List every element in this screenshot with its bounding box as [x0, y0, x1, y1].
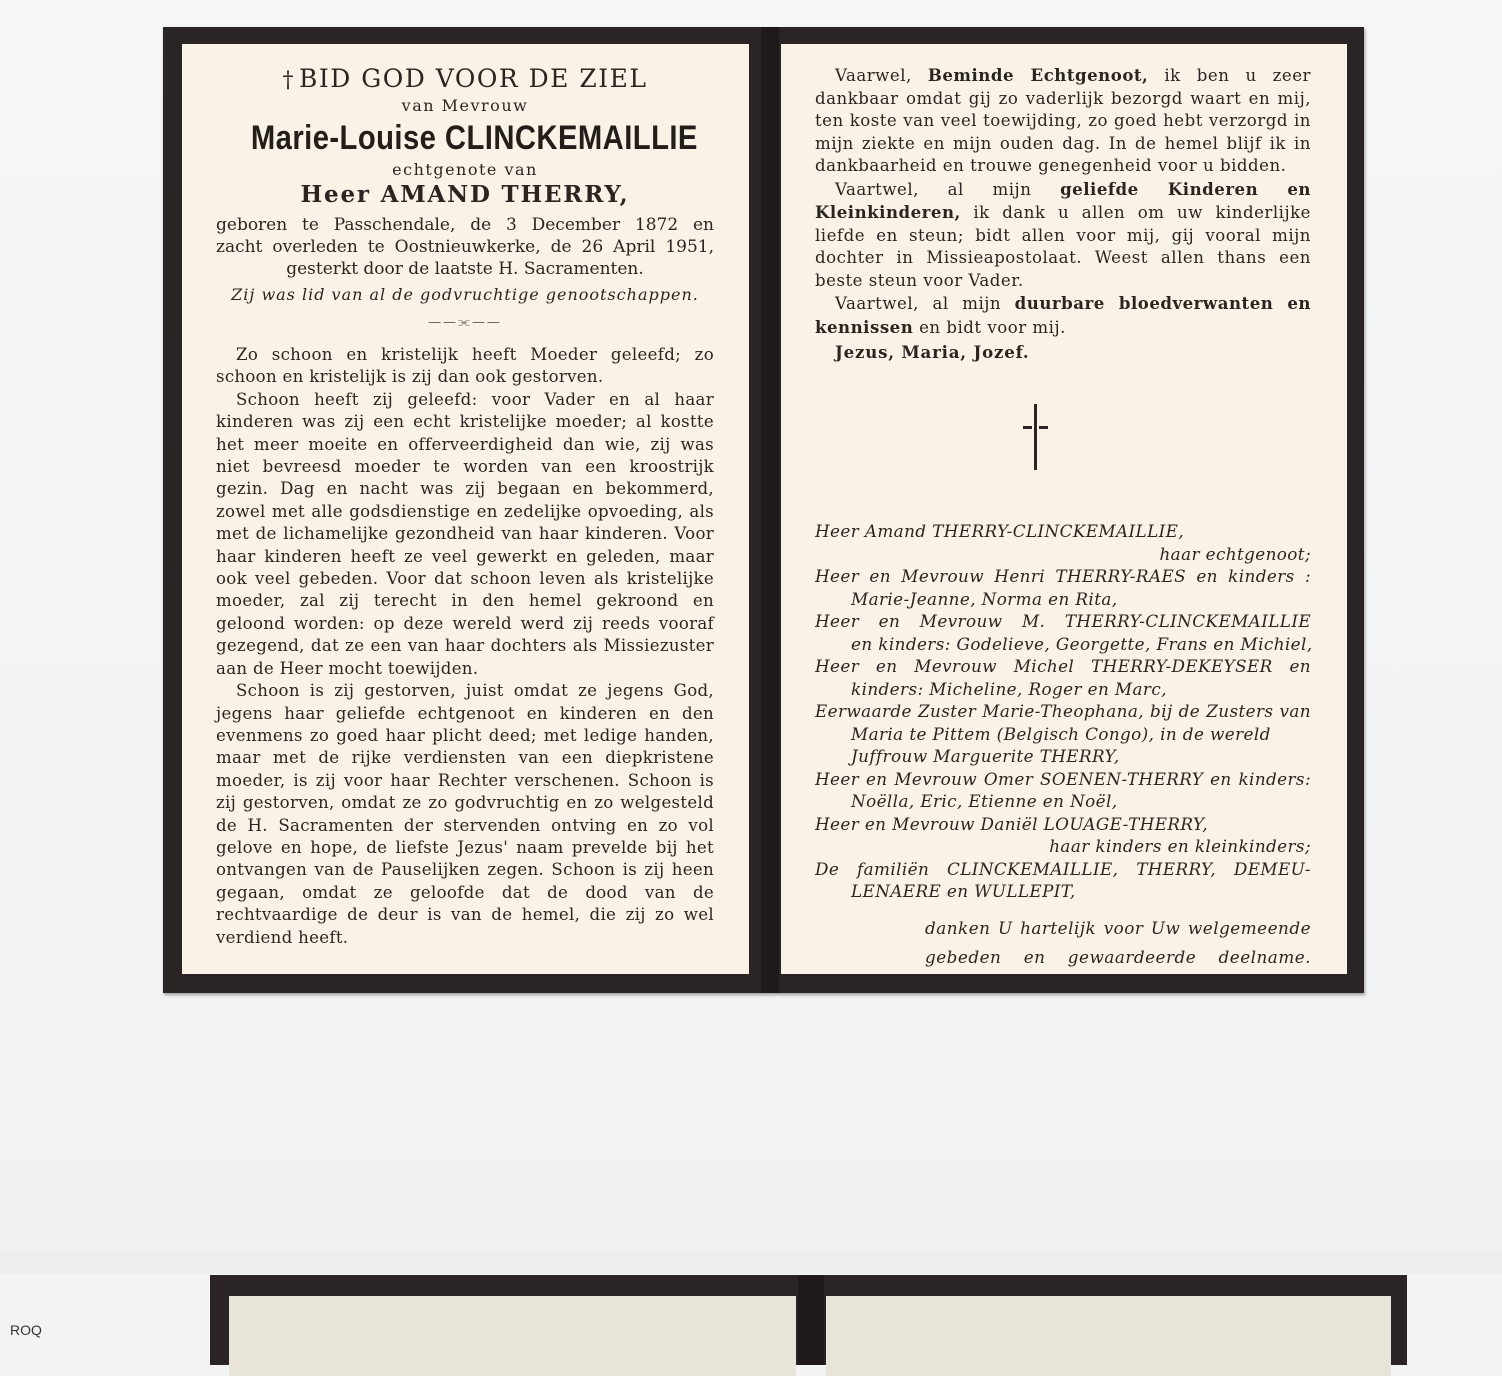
family-line: De familiën CLINCKEMAILLIE, THERRY, DEMEU-	[815, 858, 1311, 879]
closing-prayer: Jezus, Maria, Jozef.	[835, 342, 1030, 362]
bio-line: geboren te Passchendale, de 3 December 1872 en	[216, 215, 714, 235]
left-panel	[182, 44, 749, 974]
family-line: en kinders: Godelieve, Georgette, Frans en Michiel,	[851, 633, 1313, 654]
second-card-left-panel	[229, 1296, 796, 1376]
cross-icon	[1021, 404, 1051, 470]
right-panel	[781, 44, 1347, 974]
family-line: Marie-Jeanne, Norma en Rita,	[851, 588, 1118, 609]
family-line: haar kinders en kleinkinders;	[1049, 836, 1311, 856]
farewell-paragraph: Vaartwel, al mijn duurbare bloedverwanten en kennissen en bidt voor mij.	[815, 293, 1311, 337]
biography	[216, 214, 714, 280]
farewell-paragraph: Vaarwel, Beminde Echtgenoot, ik ben u zeer dankbaar omdat gij zo vaderlijk bezorgd waart en mij, ten koste van veel toewijding, zo goed hebt verzorgd in mijn ziekte en mijn ouden dag. In de hemel blijf ik in dankbaarheid en trouwe genegenheid voor u bidden.	[815, 65, 1311, 175]
van-mevrouw: van Mevrouw	[401, 96, 529, 115]
family-line: Eerwaarde Zuster Marie-Theophana, bij de Zusters van	[815, 701, 1311, 721]
family-line: haar echtgenoot;	[1159, 543, 1311, 564]
family-line: LENAERE en WULLEPIT,	[851, 881, 1076, 901]
family-line: Maria te Pittem (Belgisch Congo), in de wereld	[851, 723, 1271, 744]
right-panel-content	[815, 64, 1311, 365]
godvruchtig-line: Zij was lid van al de godvruchtige genootschappen.	[231, 285, 699, 304]
family-line: Heer en Mevrouw Henri THERRY-RAES en kinders :	[815, 566, 1311, 586]
family-line: Heer en Mevrouw M. THERRY-CLINCKEMAILLIE	[815, 611, 1311, 631]
ornament-divider: ——⫘——	[428, 315, 502, 330]
farewell-paragraph: Vaartwel, al mijn geliefde Kinderen en Kleinkinderen, ik dank u allen om uw kinderlijke liefde en steun; bidt allen voor mij, gij vooral mijn dochter in Missieapostolaat. Weest allen thans een beste steun voor Vader.	[815, 178, 1311, 290]
family-list	[815, 520, 1311, 903]
left-panel-content	[216, 64, 714, 949]
echtgenote-label: echtgenote van	[392, 160, 538, 179]
prayer-header: † BID GOD VOOR DE ZIEL	[282, 64, 648, 93]
bio-line: gesterkt door de laatste H. Sacramenten.	[286, 259, 644, 279]
memorial-card	[163, 27, 1364, 993]
family-line: Heer en Mevrouw Omer SOENEN-THERRY en kinders:	[815, 768, 1311, 789]
family-line: Heer en Mevrouw Michel THERRY-DEKEYSER en	[815, 656, 1311, 676]
eulogy-paragraph: Schoon heeft zij geleefd: voor Vader en al haar kinderen was zij een echt kristelijke moeder; al kostte het meer moeite en offerveerdigheid dan wie, zij was niet bevreesd moeder te worden van een kroostrijk gezin. Dag en nacht was zij begaan en bekommerd, zowel met alle godsdienstige en zedelijke opvoeding, als met de lichamelijke gezondheid van haar kinderen. Voor haar kinderen heeft ze veel gewerkt en geleden, maar ook veel gebeden. Voor dat schoon leven als kristelijke moeder, zal zij terecht in den hemel gekroond en geloond worden: op deze wereld werd zij reeds vooraf gezegend, dat ze een van haar dochters als Missiezuster aan de Heer mocht toewijden.	[216, 389, 714, 678]
thanks-text	[925, 914, 1311, 972]
eulogy-paragraph: Schoon is zij gestorven, juist omdat ze jegens God, jegens haar geliefde echtgenoot en kinderen en den evenmens zo goed haar plicht deed; met ledige handen, maar met de rijke verdiensten van een diepkristene moeder, is zij voor haar Rechter verschenen. Schoon is zij gestorven, omdat ze zo godvruchtig en zo welgesteld de H. Sacramenten der stervenden ontving en zo vol gelove en hope, de liefste Jezus' naam prevelde bij het ontvangen van de Pauselijken zegen. Schoon is zij heen gegaan, omdat ze geloofde dat de dood van de rechtvaardige de deur is van de hemel, die zij zo wel verdiend heeft.	[216, 681, 714, 947]
eulogy-text	[216, 344, 714, 949]
watermark: ROQ	[10, 1322, 42, 1338]
family-line: Heer en Mevrouw Daniël LOUAGE-THERRY,	[815, 813, 1208, 834]
second-card-right-panel	[826, 1296, 1391, 1376]
thanks-line: gebeden en gewaardeerde deelname.	[925, 947, 1311, 967]
farewell-text	[815, 64, 1311, 339]
eulogy-paragraph: Zo schoon en kristelijk heeft Moeder geleefd; zo schoon en kristelijk is zij dan ook gestorven.	[216, 345, 714, 387]
deceased-name: Marie-Louise CLINCKEMAILLIE	[250, 119, 698, 157]
scan-divider	[0, 1250, 1502, 1274]
dagger-cross-icon: †	[282, 68, 296, 93]
card-fold	[761, 27, 779, 993]
bio-line: zacht overleden te Oostnieuwkerke, de 26 April 1951,	[216, 237, 714, 257]
family-line: Heer Amand THERRY-CLINCKEMAILLIE,	[815, 521, 1185, 541]
thanks-line: danken U hartelijk voor Uw welgemeende	[925, 918, 1311, 938]
family-line: Noëlla, Eric, Etienne en Noël,	[851, 791, 1118, 811]
husband-name: Heer AMAND THERRY,	[300, 181, 630, 208]
family-line: kinders: Micheline, Roger en Marc,	[851, 678, 1167, 699]
second-card-fold	[798, 1275, 824, 1365]
family-line: Juffrouw Marguerite THERRY,	[851, 746, 1120, 766]
second-card-partial	[210, 1275, 1407, 1365]
